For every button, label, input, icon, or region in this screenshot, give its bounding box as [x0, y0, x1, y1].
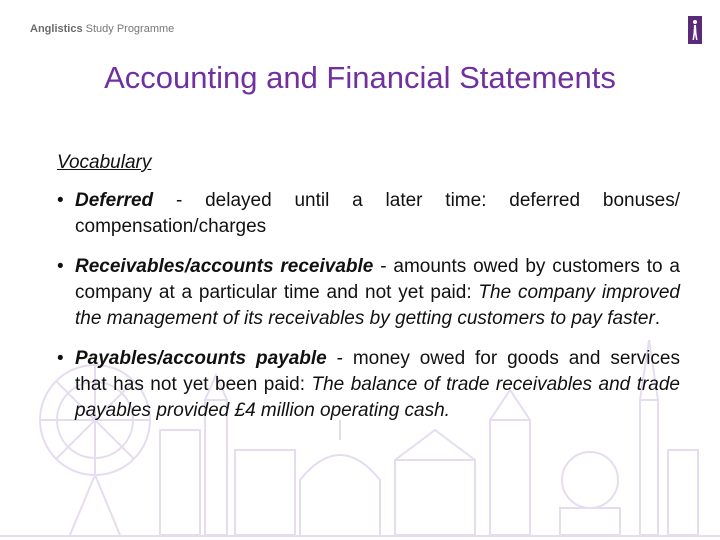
list-item — [57, 188, 680, 240]
vocab-example: The balance of trade receivables and trade payables provided £4 million operating cash. — [75, 374, 680, 421]
vocab-example-tail: . — [654, 308, 661, 329]
vocabulary-section — [57, 150, 680, 438]
vocabulary-heading: Vocabulary — [57, 152, 152, 173]
vocab-term: Receivables/accounts receivable — [75, 256, 374, 277]
standing-figure-icon — [688, 16, 702, 44]
vocab-definition: - money owed for goods and services that has not yet been paid: — [75, 348, 680, 395]
vocab-definition: - amounts owed by customers to a company at a particular time and not yet paid: — [75, 256, 680, 303]
list-item — [57, 254, 680, 332]
vocab-term: Payables/accounts payable — [75, 348, 327, 369]
vocab-term: Deferred — [75, 190, 154, 211]
bullet-dot-icon: • — [57, 256, 64, 277]
vocab-example: The company improved the management of its receivables by getting customers to pay faster — [75, 282, 680, 329]
bullet-dot-icon: • — [57, 190, 64, 211]
list-item — [57, 346, 680, 424]
header-brand — [30, 23, 174, 35]
brand-subtitle: Study Programme — [82, 23, 175, 35]
brand-name: Anglistics — [30, 23, 83, 35]
bullet-dot-icon: • — [57, 348, 64, 369]
page-title: Accounting and Financial Statements — [104, 60, 616, 95]
vocab-definition: - delayed until a later time: deferred bonuses/ compensation/charges — [75, 190, 680, 237]
